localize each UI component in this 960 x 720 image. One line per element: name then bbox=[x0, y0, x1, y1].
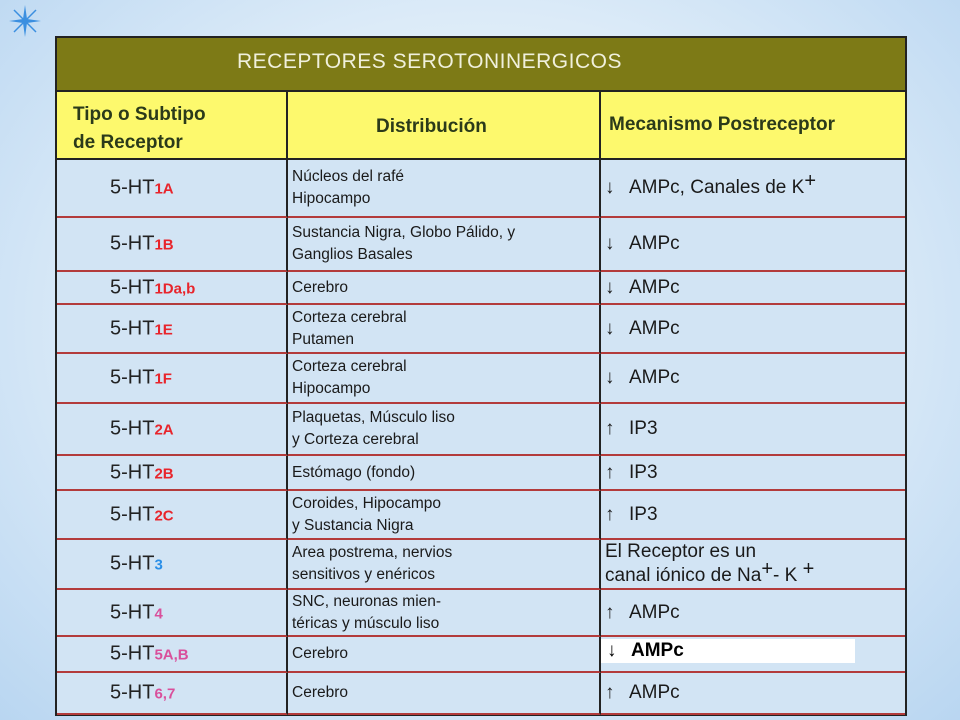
receptor-name bbox=[110, 367, 172, 390]
distribution-text bbox=[292, 166, 595, 210]
distribution-line: Estómago (fondo) bbox=[292, 463, 416, 481]
receptor-base: 5-HT bbox=[110, 642, 155, 665]
mechanism-label: AMPc bbox=[629, 317, 680, 339]
table-row-mechanism bbox=[601, 272, 905, 305]
mechanism-label: AMPc, Canales de K bbox=[629, 177, 805, 198]
distribution-text bbox=[292, 307, 595, 351]
mechanism-text bbox=[605, 681, 680, 705]
mechanism-label: AMPc bbox=[629, 233, 680, 254]
distribution-line: Cerebro bbox=[292, 684, 348, 701]
header-distribution bbox=[288, 92, 601, 160]
header-type-line1: Tipo o Subtipo bbox=[73, 104, 206, 125]
distribution-line: Coroides, Hipocampo bbox=[292, 494, 442, 512]
receptor-subtype: 1E bbox=[154, 321, 173, 338]
receptor-base: 5-HT bbox=[110, 232, 155, 255]
receptor-name bbox=[110, 177, 174, 200]
table-row-mechanism bbox=[601, 637, 905, 673]
down-arrow-icon: ↓ bbox=[605, 367, 615, 388]
table-row-receptor bbox=[57, 218, 288, 272]
superscript: + bbox=[802, 558, 815, 580]
distribution-text bbox=[292, 277, 595, 299]
receptor-name bbox=[110, 418, 174, 441]
header-receptor-type bbox=[57, 92, 288, 160]
receptor-name bbox=[110, 553, 163, 576]
mechanism-text bbox=[605, 276, 680, 300]
receptor-name bbox=[110, 461, 174, 484]
down-arrow-icon: ↓ bbox=[605, 276, 615, 298]
distribution-line: Cerebro bbox=[292, 278, 348, 296]
mechanism-label: IP3 bbox=[629, 418, 658, 439]
mechanism-text bbox=[605, 503, 658, 527]
mechanism-text bbox=[605, 540, 814, 588]
distribution-line: Plaquetas, Músculo liso bbox=[292, 409, 455, 426]
mechanism-text bbox=[605, 461, 658, 485]
table-row-distribution bbox=[288, 272, 601, 305]
receptor-table bbox=[55, 36, 907, 716]
receptor-name bbox=[110, 233, 174, 256]
distribution-line: téricas y músculo liso bbox=[292, 614, 440, 632]
mechanism-text bbox=[605, 366, 680, 390]
receptor-name bbox=[110, 276, 195, 299]
receptor-subtype: 1Da,b bbox=[154, 280, 196, 297]
mechanism-text bbox=[601, 639, 855, 663]
receptor-subtype: 4 bbox=[154, 605, 163, 622]
superscript: + bbox=[804, 170, 816, 192]
table-row-mechanism bbox=[601, 160, 905, 218]
distribution-line: Ganglios Basales bbox=[292, 246, 413, 263]
table-row-receptor bbox=[57, 160, 288, 218]
table-row-receptor bbox=[57, 456, 288, 491]
receptor-subtype: 1F bbox=[154, 370, 172, 388]
receptor-subtype: 5A,B bbox=[154, 646, 189, 664]
distribution-line: sensitivos y enéricos bbox=[292, 566, 436, 583]
sparkle-icon bbox=[8, 4, 42, 38]
receptor-subtype: 3 bbox=[154, 556, 163, 574]
distribution-text bbox=[292, 356, 595, 400]
table-title: RECEPTORES SEROTONINERGICOS bbox=[237, 50, 622, 73]
table-row-distribution bbox=[288, 637, 601, 673]
table-row-distribution bbox=[288, 160, 601, 218]
distribution-text bbox=[292, 542, 595, 586]
down-arrow-icon: ↓ bbox=[605, 177, 615, 198]
receptor-subtype: 2B bbox=[154, 465, 174, 482]
mechanism-text bbox=[605, 417, 658, 441]
receptor-base: 5-HT bbox=[110, 552, 155, 575]
mechanism-label: AMPc bbox=[629, 601, 680, 623]
receptor-base: 5-HT bbox=[110, 317, 155, 339]
table-row-mechanism bbox=[601, 354, 905, 404]
table-row-receptor bbox=[57, 404, 288, 456]
receptor-subtype: 1B bbox=[154, 236, 174, 254]
receptor-name bbox=[110, 682, 175, 705]
receptor-subtype: 2A bbox=[154, 421, 174, 439]
table-row-receptor bbox=[57, 673, 288, 715]
mechanism-line: canal iónico de Na+- K + bbox=[605, 558, 815, 586]
mechanism-label: AMPc bbox=[629, 367, 680, 388]
distribution-text bbox=[292, 643, 595, 665]
table-row-receptor bbox=[57, 590, 288, 637]
header-type-line2: de Receptor bbox=[73, 132, 183, 153]
receptor-base: 5-HT bbox=[110, 417, 155, 440]
table-row-receptor bbox=[57, 354, 288, 404]
distribution-line: Area postrema, nervios bbox=[292, 544, 453, 561]
up-arrow-icon: ↑ bbox=[605, 503, 615, 525]
table-row-mechanism bbox=[601, 218, 905, 272]
distribution-text bbox=[292, 493, 595, 537]
receptor-base: 5-HT bbox=[110, 276, 155, 298]
table-row-receptor bbox=[57, 540, 288, 590]
receptor-base: 5-HT bbox=[110, 681, 155, 704]
receptor-base: 5-HT bbox=[110, 366, 155, 389]
table-row-distribution bbox=[288, 218, 601, 272]
superscript: + bbox=[761, 558, 774, 580]
distribution-line: Corteza cerebral bbox=[292, 308, 407, 326]
table-row-distribution bbox=[288, 590, 601, 637]
up-arrow-icon: ↑ bbox=[605, 601, 615, 623]
table-row-receptor bbox=[57, 272, 288, 305]
table-row-distribution bbox=[288, 673, 601, 715]
mechanism-label: IP3 bbox=[629, 461, 658, 483]
table-row-receptor bbox=[57, 491, 288, 540]
receptor-subtype: 1A bbox=[154, 180, 174, 198]
table-row-receptor bbox=[57, 637, 288, 673]
table-row-mechanism bbox=[601, 590, 905, 637]
header-distribution-label: Distribución bbox=[376, 116, 487, 137]
distribution-text bbox=[292, 407, 595, 451]
down-arrow-icon: ↓ bbox=[607, 640, 617, 661]
table-row-mechanism bbox=[601, 456, 905, 491]
mechanism-text bbox=[605, 601, 680, 625]
table-row-mechanism bbox=[601, 404, 905, 456]
distribution-line: y Sustancia Nigra bbox=[292, 516, 414, 534]
receptor-name bbox=[110, 601, 163, 624]
distribution-line: Núcleos del rafé bbox=[292, 168, 405, 185]
distribution-line: Cerebro bbox=[292, 645, 348, 662]
table-row-distribution bbox=[288, 404, 601, 456]
receptor-base: 5-HT bbox=[110, 601, 155, 623]
table-row-mechanism bbox=[601, 540, 905, 590]
receptor-name bbox=[110, 503, 174, 526]
up-arrow-icon: ↑ bbox=[605, 461, 615, 483]
up-arrow-icon: ↑ bbox=[605, 682, 615, 703]
down-arrow-icon: ↓ bbox=[605, 233, 615, 254]
receptor-base: 5-HT bbox=[110, 461, 155, 483]
table-row-distribution bbox=[288, 491, 601, 540]
mechanism-label: AMPc bbox=[629, 276, 680, 298]
table-row-receptor bbox=[57, 305, 288, 354]
down-arrow-icon: ↓ bbox=[605, 317, 615, 339]
mechanism-text bbox=[605, 170, 816, 200]
table-row-mechanism bbox=[601, 491, 905, 540]
receptor-subtype: 6,7 bbox=[154, 685, 176, 703]
distribution-line: Hipocampo bbox=[292, 380, 371, 397]
mechanism-label: AMPc bbox=[629, 682, 680, 703]
receptor-subtype: 2C bbox=[154, 507, 174, 524]
up-arrow-icon: ↑ bbox=[605, 418, 615, 439]
mechanism-line: El Receptor es un bbox=[605, 541, 757, 562]
distribution-line: Putamen bbox=[292, 330, 355, 348]
table-row-distribution bbox=[288, 354, 601, 404]
mechanism-text bbox=[605, 232, 680, 256]
distribution-text bbox=[292, 682, 595, 704]
distribution-text bbox=[292, 222, 595, 266]
table-row-mechanism bbox=[601, 305, 905, 354]
header-mechanism-label: Mecanismo Postreceptor bbox=[609, 114, 835, 135]
receptor-base: 5-HT bbox=[110, 176, 155, 199]
mechanism-text bbox=[605, 317, 680, 341]
receptor-name bbox=[110, 643, 189, 666]
table-row-distribution bbox=[288, 456, 601, 491]
distribution-line: Corteza cerebral bbox=[292, 358, 407, 375]
distribution-text bbox=[292, 462, 595, 484]
table-row-mechanism bbox=[601, 673, 905, 715]
table-row-distribution bbox=[288, 540, 601, 590]
distribution-line: y Corteza cerebral bbox=[292, 431, 419, 448]
distribution-line: Hipocampo bbox=[292, 190, 371, 207]
header-mechanism bbox=[601, 92, 905, 160]
distribution-line: Sustancia Nigra, Globo Pálido, y bbox=[292, 224, 516, 241]
receptor-name bbox=[110, 317, 173, 340]
receptor-base: 5-HT bbox=[110, 503, 155, 525]
table-row-distribution bbox=[288, 305, 601, 354]
table-title-bar bbox=[57, 38, 905, 92]
distribution-text bbox=[292, 591, 595, 635]
mechanism-label: AMPc bbox=[631, 640, 684, 661]
distribution-line: SNC, neuronas mien- bbox=[292, 592, 442, 610]
mechanism-label: IP3 bbox=[629, 503, 658, 525]
